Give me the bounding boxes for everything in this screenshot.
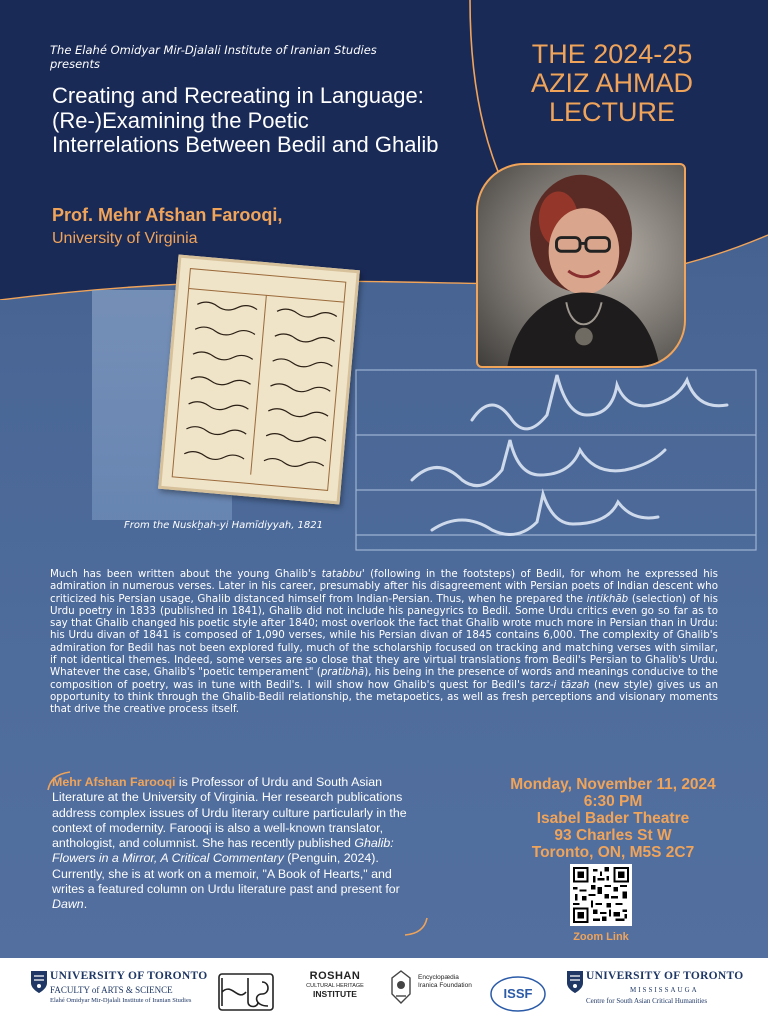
logo-text: UNIVERSITY OF TORONTO [586, 970, 744, 982]
logo-text: CULTURAL HERITAGE [306, 983, 364, 989]
abstract-text: (new style) gives us an opportunity to think through the Ghalib-Bedil relationship, the metapoetics, as well as fresh perceptions and visionary moments that drive the creative process itself. [50, 678, 718, 716]
event-venue: Isabel Bader Theatre [536, 810, 690, 827]
logo-text: ISSF [503, 986, 533, 1001]
logo-text: Elahé Omidyar Mir-Djalali Institute of Iranian Studies [50, 997, 192, 1004]
event-date: Monday, November 11, 2024 [510, 776, 716, 793]
logo-text: ROSHAN [309, 970, 361, 982]
event-street: 93 Charles St W [554, 827, 672, 844]
roshan-institute-logo [300, 970, 370, 999]
zoom-qr-code[interactable] [570, 864, 632, 926]
abstract-text: ), his being in the presence of words and meanings conducive to the composition of poetry, was in tune with Bedil's. I will show how Ghalib's quest for Bedil's [50, 666, 718, 691]
manuscript-image [158, 255, 360, 505]
lecture-series-line: LECTURE [548, 97, 676, 127]
bio-newspaper: Dawn [52, 897, 84, 912]
abstract-term: tarz-i tāzah [529, 678, 590, 691]
uoft-mississauga-logo [566, 968, 742, 1018]
iran-namag-logo [218, 972, 274, 1012]
abstract-paragraph [50, 568, 718, 716]
calligraphy-decoration [352, 340, 762, 555]
logo-text: FACULTY of ARTS & SCIENCE [50, 985, 173, 995]
bio-text: is Professor of Urdu and South Asian Literature at the University of Virginia. Her research publications address complex issues of Urdu literary culture particularly in the context of modernity. Farooqi is also a well-known translator, anthologist, and columnist. She has recently published [52, 775, 407, 851]
speaker-bio [52, 775, 414, 913]
portrait-illustration [478, 165, 684, 366]
logo-text: Centre for South Asian Critical Humanities [586, 997, 708, 1005]
event-details [476, 776, 750, 861]
speaker-name: Prof. Mehr Afshan Farooqi, [52, 205, 283, 225]
event-time: 6:30 PM [583, 793, 643, 810]
abstract-term: tatabbu' [321, 568, 365, 580]
iranica-emblem-icon [390, 970, 412, 1004]
lecture-series-line: AZIZ AHMAD [530, 68, 693, 98]
presenter-line: The Elahé Omidyar Mir-Djalali Institute of Iranian Studies presents [50, 43, 377, 71]
uoft-arts-science-logo [30, 968, 208, 1018]
bio-name: Mehr Afshan Farooqi [52, 775, 176, 789]
logo-text: MISSISSAUGA [630, 986, 699, 994]
event-city: Toronto, ON, M5S 2C7 [531, 844, 695, 861]
abstract-term: intikhāb [586, 592, 629, 605]
lecture-series-title [497, 40, 727, 127]
abstract-text: Much has been written about the young Ghalib's [50, 568, 322, 580]
abstract-text: (selection) of his Urdu poetry in 1833 (published in 1841), Ghalib did not include his panegyrics to Bedil. Some Urdu critics even go so far as to say that Ghalib changed his poetic style after 1840; most overlook the fact that Ghalib wrote much more in Persian than in Urdu: his Urdu divan of 1841 is composed of 1,090 verses, while his Persian divan of 1845 contains 6,000. The complexity of Ghalib's admiration for Bedil has not been explored fully, much of the scholarship focused on tracking and matching verses with similar, if not identical themes. Indeed, some verses are so close that they are virtual translations from Bedil's Persian to Ghalib's Urdu. Whatever the case, Ghalib's "poetic temperament" ( [50, 592, 719, 679]
abstract-term: pratibhā [320, 666, 365, 679]
encyclopaedia-iranica-logo [390, 970, 480, 1012]
lecture-series-line: THE 2024-25 [531, 39, 693, 69]
logo-text: UNIVERSITY OF TORONTO [50, 970, 208, 982]
image-caption: From the Nuskẖah-yi Hamīdiyyah, 1821 [124, 520, 323, 531]
logo-text: Encyclopædia Iranica Foundation [418, 974, 472, 989]
manuscript-illustration [161, 258, 356, 501]
sponsor-logo-strip [0, 958, 768, 1032]
issf-logo [488, 974, 548, 1014]
qr-pattern [573, 867, 629, 923]
zoom-link[interactable]: Zoom Link [573, 931, 629, 943]
abstract-text: (following in the footsteps) of Bedil, for whom he expressed his admiration in numerous verses. Later in his career, presumably after his disagreement with Persian poets of Indian descent who criticized his Persian usage, Ghalib distanced himself from Indian-Persian. Thus, when he prepared the [50, 568, 718, 605]
uoft-crest-icon [566, 970, 584, 994]
speaker-portrait [476, 163, 686, 368]
bio-book-title: Ghalib: Flowers in a Mirror, A Critical Commentary [52, 836, 394, 866]
lecture-title: Creating and Recreating in Language: (Re-)Examining the Poetic Interrelations Between Bedil and Ghalib [52, 83, 439, 157]
bio-text: (Penguin, 2024). Currently, she is at work on a memoir, "A Book of Hearts," and writes a featured column on Urdu literature past and present for [52, 851, 400, 897]
speaker-affiliation: University of Virginia [52, 230, 198, 247]
uoft-crest-icon [30, 970, 48, 994]
logo-text: INSTITUTE [313, 989, 357, 999]
bio-text: . [83, 897, 88, 912]
